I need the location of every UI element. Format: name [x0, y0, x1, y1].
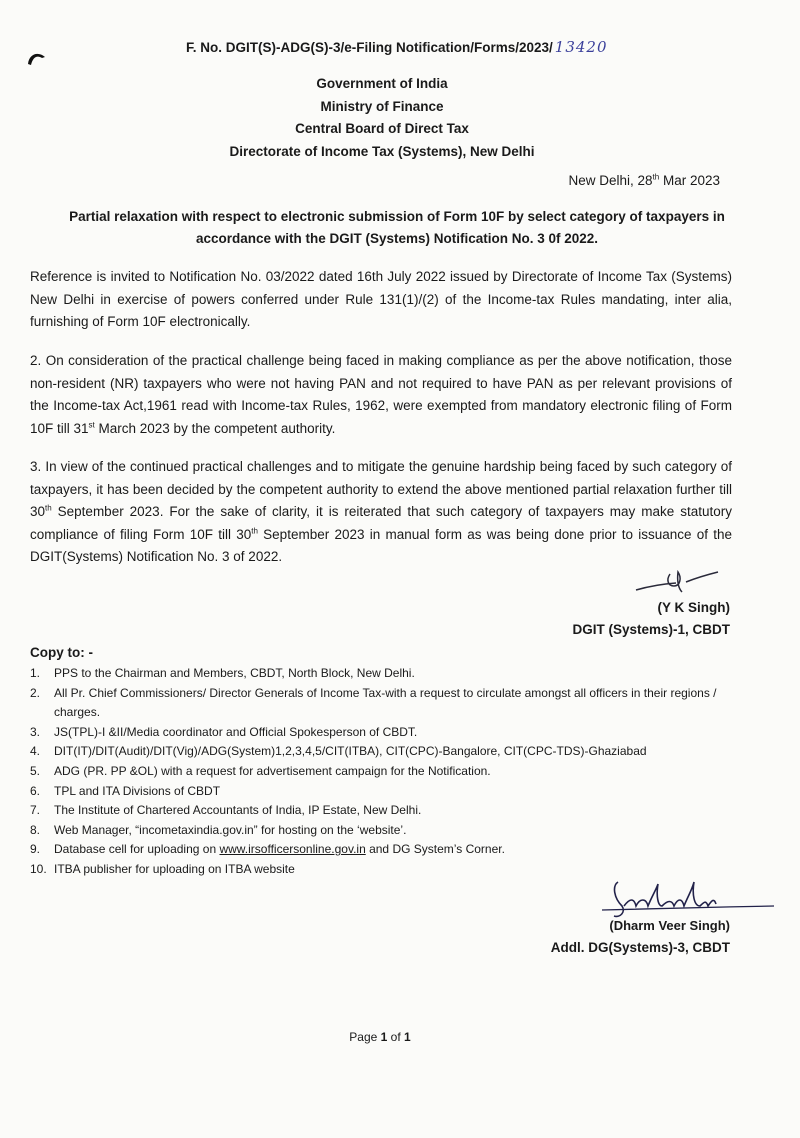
list-item-text: Web Manager, “incometaxindia.gov.in” for hosting on the ‘website’.: [54, 822, 407, 837]
paragraph-3-sup-1: th: [45, 503, 52, 513]
paragraph-3-text-a: 3. In view of the continued practical challenges and to mitigate the genuine hardship being faced by such category of taxpayers, it has been decided by the competent authority to extend the above mentioned partial relaxation further till 30: [30, 459, 732, 519]
footer-of-word: of: [387, 1030, 405, 1044]
letterhead: [0, 73, 764, 163]
paragraph-3-sup-2: th: [251, 526, 258, 535]
list-item-text-end: and DG System’s Corner.: [365, 842, 505, 857]
list-item-text: Database cell for uploading on: [54, 842, 220, 857]
list-item-number: 10.: [30, 861, 47, 876]
paragraph-3: [30, 456, 732, 569]
footer-page-current: 1: [380, 1030, 388, 1044]
list-item-number: 6.: [30, 783, 41, 798]
list-item-number: 7.: [30, 803, 41, 818]
handwritten-dispatch-number: 13420: [554, 38, 608, 56]
signatory-2-designation: Addl. DG(Systems)-3, CBDT: [550, 940, 730, 955]
list-item-number: 5.: [30, 763, 41, 778]
signatory-1-designation: DGIT (Systems)-1, CBDT: [572, 622, 730, 637]
list-item-number: 8.: [30, 822, 41, 837]
paragraph-3-text-c: September 2023 in manual form as was being done prior to issuance of the DGIT(Systems) Notification No. 3 of 2022.: [30, 526, 733, 564]
paragraph-2-text-a: 2. On consideration of the practical challenge being faced in making compliance as per the above notification, those non-resident (NR) taxpayers who were not having PAN and not required to have PAN as per relevant provisions of the Income-tax Act,1961 read with Income-tax Rules, 1962, were exempted from mandatory electronic filing of Form 10F till 31: [30, 353, 732, 436]
date-suffix: Mar 2023: [659, 173, 720, 188]
list-item-text: PPS to the Chairman and Members, CBDT, North Block, New Delhi.: [54, 666, 415, 680]
signatory-1-name: (Y K Singh): [657, 600, 730, 615]
list-item-text: All Pr. Chief Commissioners/ Director Generals of Income Tax-with a request to circulate amongst all officers in their regions / charges.: [54, 685, 717, 720]
header-ministry: Ministry of Finance: [320, 98, 444, 114]
list-item-text: TPL and ITA Divisions of CBDT: [54, 783, 221, 798]
file-number-prefix: F. No. DGIT(S)-ADG(S)-3/e-Filing Notification/Forms/2023/: [186, 40, 553, 55]
paragraph-2-sup: st: [88, 420, 95, 429]
signature-1-scribble: [632, 566, 722, 600]
list-item-number: 9.: [30, 842, 41, 857]
issue-date: [568, 173, 720, 188]
header-government: Government of India: [316, 76, 448, 91]
list-item-number: 3.: [30, 724, 41, 739]
list-item: [30, 684, 740, 723]
list-item: [30, 664, 740, 684]
list-item-number: 4.: [30, 744, 41, 759]
list-item-number: 1.: [30, 666, 41, 680]
footer-page-total: 1: [404, 1030, 411, 1044]
list-item-text: ITBA publisher for uploading on ITBA website: [54, 861, 295, 876]
list-item-text: JS(TPL)-I &II/Media coordinator and Official Spokesperson of CBDT.: [54, 724, 418, 739]
list-item: [30, 821, 740, 841]
copy-to-heading: Copy to: -: [30, 645, 93, 660]
paragraph-1: Reference is invited to Notification No. 03/2022 dated 16th July 2022 issued by Directorate of Income Tax (Systems) New Delhi in exercise of powers conferred under Rule 131(1)/(2) of the Income-tax Rules mandating, inter alia, furnishing of Form 10F electronically.: [30, 269, 732, 329]
paragraph-3-text-b: September 2023. For the sake of clarity, it is reiterated that such category of taxpayers may make statutory compliance of filing Form 10F till 30: [30, 504, 732, 542]
subject-heading: Partial relaxation with respect to electronic submission of Form 10F by select category of taxpayers in accordance with the DGIT (Systems) Notification No. 3 0f 2022.: [69, 209, 725, 246]
list-item-text: The Institute of Chartered Accountants of India, IP Estate, New Delhi.: [54, 803, 422, 818]
irsofficersonline-link[interactable]: www.irsofficersonline.gov.in: [219, 842, 366, 857]
file-number: [186, 38, 608, 56]
header-board: Central Board of Direct Tax: [295, 121, 469, 136]
date-sup: th: [652, 172, 660, 182]
date-prefix: New Delhi, 28: [568, 173, 653, 188]
list-item: [30, 723, 740, 743]
list-item: [30, 801, 740, 821]
header-directorate: Directorate of Income Tax (Systems), New Delhi: [229, 143, 535, 159]
signatory-2-name: (Dharm Veer Singh): [609, 918, 730, 933]
list-item: [30, 762, 740, 782]
list-item-text: DIT(IT)/DIT(Audit)/DIT(Vig)/ADG(System)1,2,3,4,5/CIT(ITBA), CIT(CPC)-Bangalore, CIT(CPC-TDS)-Ghaziabad: [54, 744, 647, 759]
corner-punch-mark: [26, 48, 48, 68]
page-footer: [0, 1030, 760, 1044]
list-item-number: 2.: [30, 685, 41, 700]
list-item: [30, 840, 740, 860]
paragraph-2: [30, 350, 732, 440]
footer-page-word: Page: [349, 1030, 381, 1044]
list-item-text: ADG (PR. PP &OL) with a request for advertisement campaign for the Notification.: [54, 763, 491, 778]
paragraph-2-text-b: March 2023 by the competent authority.: [94, 420, 336, 436]
list-item: [30, 782, 740, 802]
list-item: [30, 742, 740, 762]
copy-to-list: [30, 664, 740, 880]
